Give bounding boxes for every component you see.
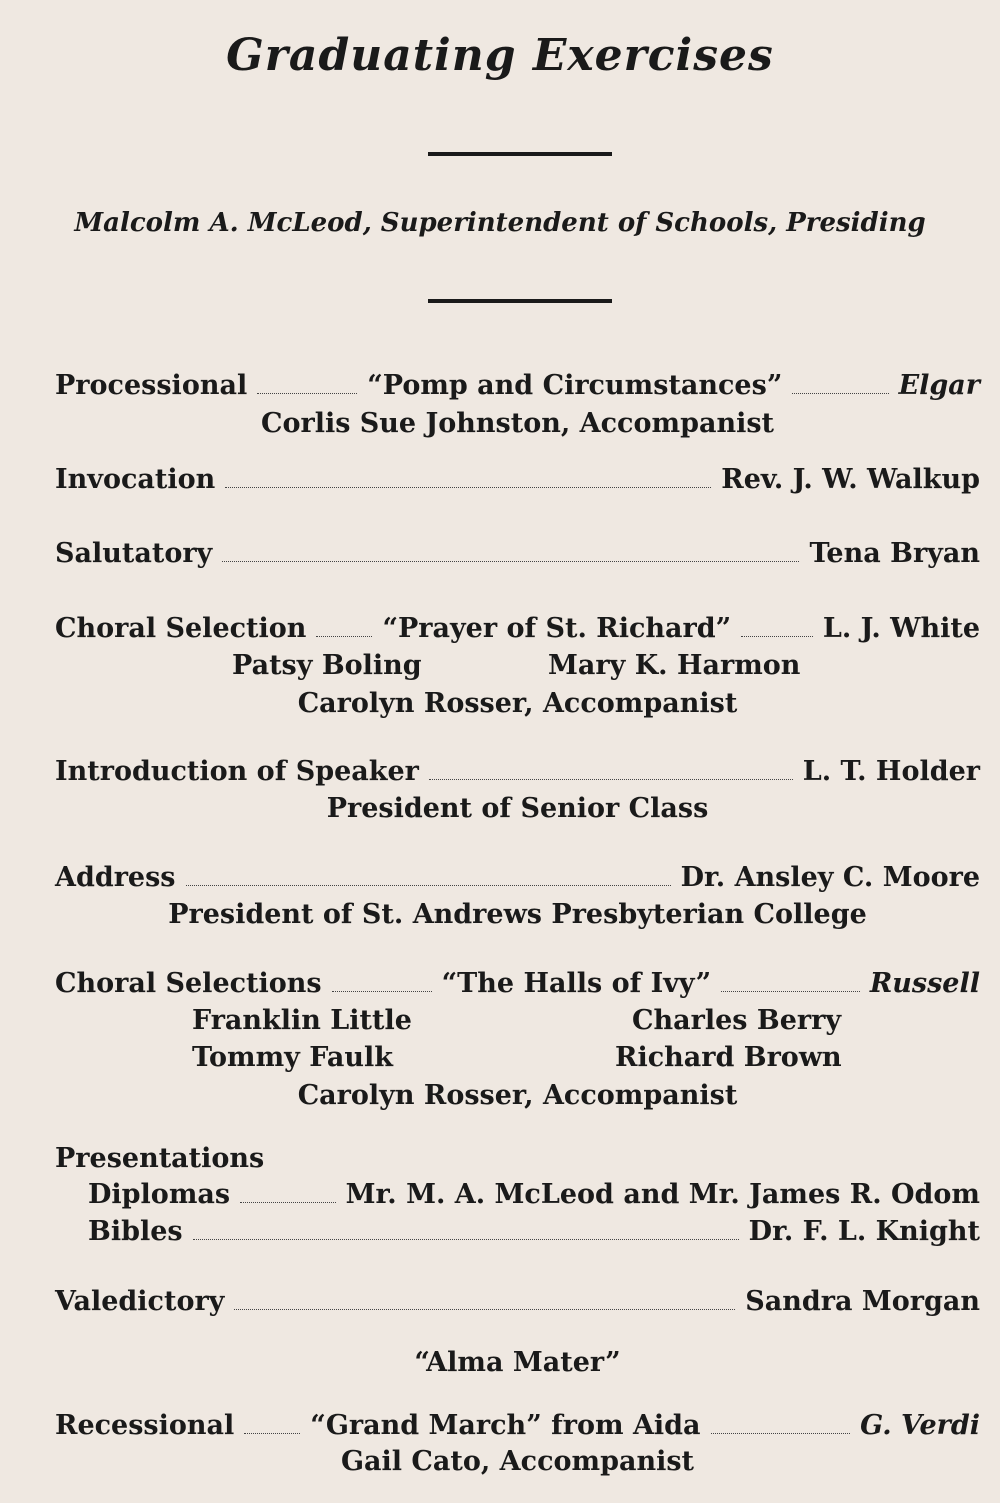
singer-name: Richard Brown bbox=[615, 1042, 842, 1073]
leader-dots bbox=[240, 1184, 336, 1203]
address-label: Address bbox=[55, 862, 176, 893]
alma-mater: “Alma Mater” bbox=[414, 1347, 621, 1378]
leader-dots bbox=[741, 618, 813, 637]
choral-selection-piece: “Prayer of St. Richard” bbox=[382, 613, 732, 644]
singer-name: Mary K. Harmon bbox=[548, 650, 801, 681]
leader-dots bbox=[316, 618, 372, 637]
diplomas-person: Mr. M. A. McLeod and Mr. James R. Odom bbox=[345, 1179, 980, 1210]
recessional-piece: “Grand March” from Aida bbox=[310, 1410, 701, 1441]
address-role: President of St. Andrews Presbyterian College bbox=[168, 899, 867, 930]
leader-dots bbox=[186, 867, 671, 886]
leader-dots bbox=[222, 543, 799, 562]
leader-dots bbox=[721, 973, 860, 992]
choral-selection-row bbox=[55, 613, 980, 649]
leader-dots bbox=[244, 1415, 300, 1434]
invocation-person: Rev. J. W. Walkup bbox=[721, 464, 980, 495]
processional-accompanist: Corlis Sue Johnston, Accompanist bbox=[260, 408, 775, 439]
page-title: Graduating Exercises bbox=[226, 30, 774, 81]
valedictory-label: Valedictory bbox=[55, 1286, 225, 1317]
processional-composer: Elgar bbox=[898, 370, 980, 401]
salutatory-person: Tena Bryan bbox=[809, 538, 980, 569]
processional-row bbox=[55, 370, 980, 406]
leader-dots bbox=[429, 761, 793, 780]
choral-selections-accompanist: Carolyn Rosser, Accompanist bbox=[297, 1080, 738, 1111]
leader-dots bbox=[332, 973, 432, 992]
choral-selections-piece: “The Halls of Ivy” bbox=[441, 968, 712, 999]
bibles-label: Bibles bbox=[88, 1216, 183, 1247]
recessional-row bbox=[55, 1410, 980, 1446]
leader-dots bbox=[711, 1415, 851, 1434]
invocation-label: Invocation bbox=[55, 464, 216, 495]
invocation-row bbox=[55, 464, 980, 500]
choral-selections-composer: Russell bbox=[869, 968, 980, 999]
singer-name: Tommy Faulk bbox=[192, 1042, 394, 1073]
introduction-role: President of Senior Class bbox=[326, 793, 709, 824]
leader-dots bbox=[234, 1291, 735, 1310]
salutatory-label: Salutatory bbox=[55, 538, 213, 569]
choral-selections-label: Choral Selections bbox=[55, 968, 322, 999]
leader-dots bbox=[257, 375, 357, 394]
recessional-accompanist: Gail Cato, Accompanist bbox=[340, 1446, 695, 1477]
divider-bottom bbox=[428, 299, 612, 303]
processional-label: Processional bbox=[55, 370, 248, 401]
leader-dots bbox=[193, 1221, 739, 1240]
diplomas-row bbox=[88, 1179, 980, 1215]
bibles-person: Dr. F. L. Knight bbox=[748, 1216, 980, 1247]
recessional-composer: G. Verdi bbox=[860, 1410, 980, 1441]
diplomas-label: Diplomas bbox=[88, 1179, 231, 1210]
processional-piece: “Pomp and Circumstances” bbox=[367, 370, 783, 401]
introduction-label: Introduction of Speaker bbox=[55, 756, 419, 787]
divider-top bbox=[428, 152, 612, 156]
valedictory-person: Sandra Morgan bbox=[745, 1286, 980, 1317]
singer-name: Charles Berry bbox=[632, 1005, 842, 1036]
salutatory-row bbox=[55, 538, 980, 574]
introduction-row bbox=[55, 756, 980, 792]
presentations-label: Presentations bbox=[55, 1143, 265, 1174]
choral-selection-composer: L. J. White bbox=[822, 613, 980, 644]
choral-selection-label: Choral Selection bbox=[55, 613, 307, 644]
address-row bbox=[55, 862, 980, 898]
address-person: Dr. Ansley C. Moore bbox=[680, 862, 980, 893]
singer-name: Patsy Boling bbox=[232, 650, 422, 681]
introduction-person: L. T. Holder bbox=[802, 756, 980, 787]
bibles-row bbox=[88, 1216, 980, 1252]
presiding-line: Malcolm A. McLeod, Superintendent of Schools, Presiding bbox=[74, 208, 926, 238]
leader-dots bbox=[792, 375, 888, 394]
valedictory-row bbox=[55, 1286, 980, 1322]
choral-selection-accompanist: Carolyn Rosser, Accompanist bbox=[297, 688, 738, 719]
recessional-label: Recessional bbox=[55, 1410, 235, 1441]
singer-name: Franklin Little bbox=[192, 1005, 412, 1036]
choral-selections-row bbox=[55, 968, 980, 1004]
leader-dots bbox=[225, 469, 711, 488]
